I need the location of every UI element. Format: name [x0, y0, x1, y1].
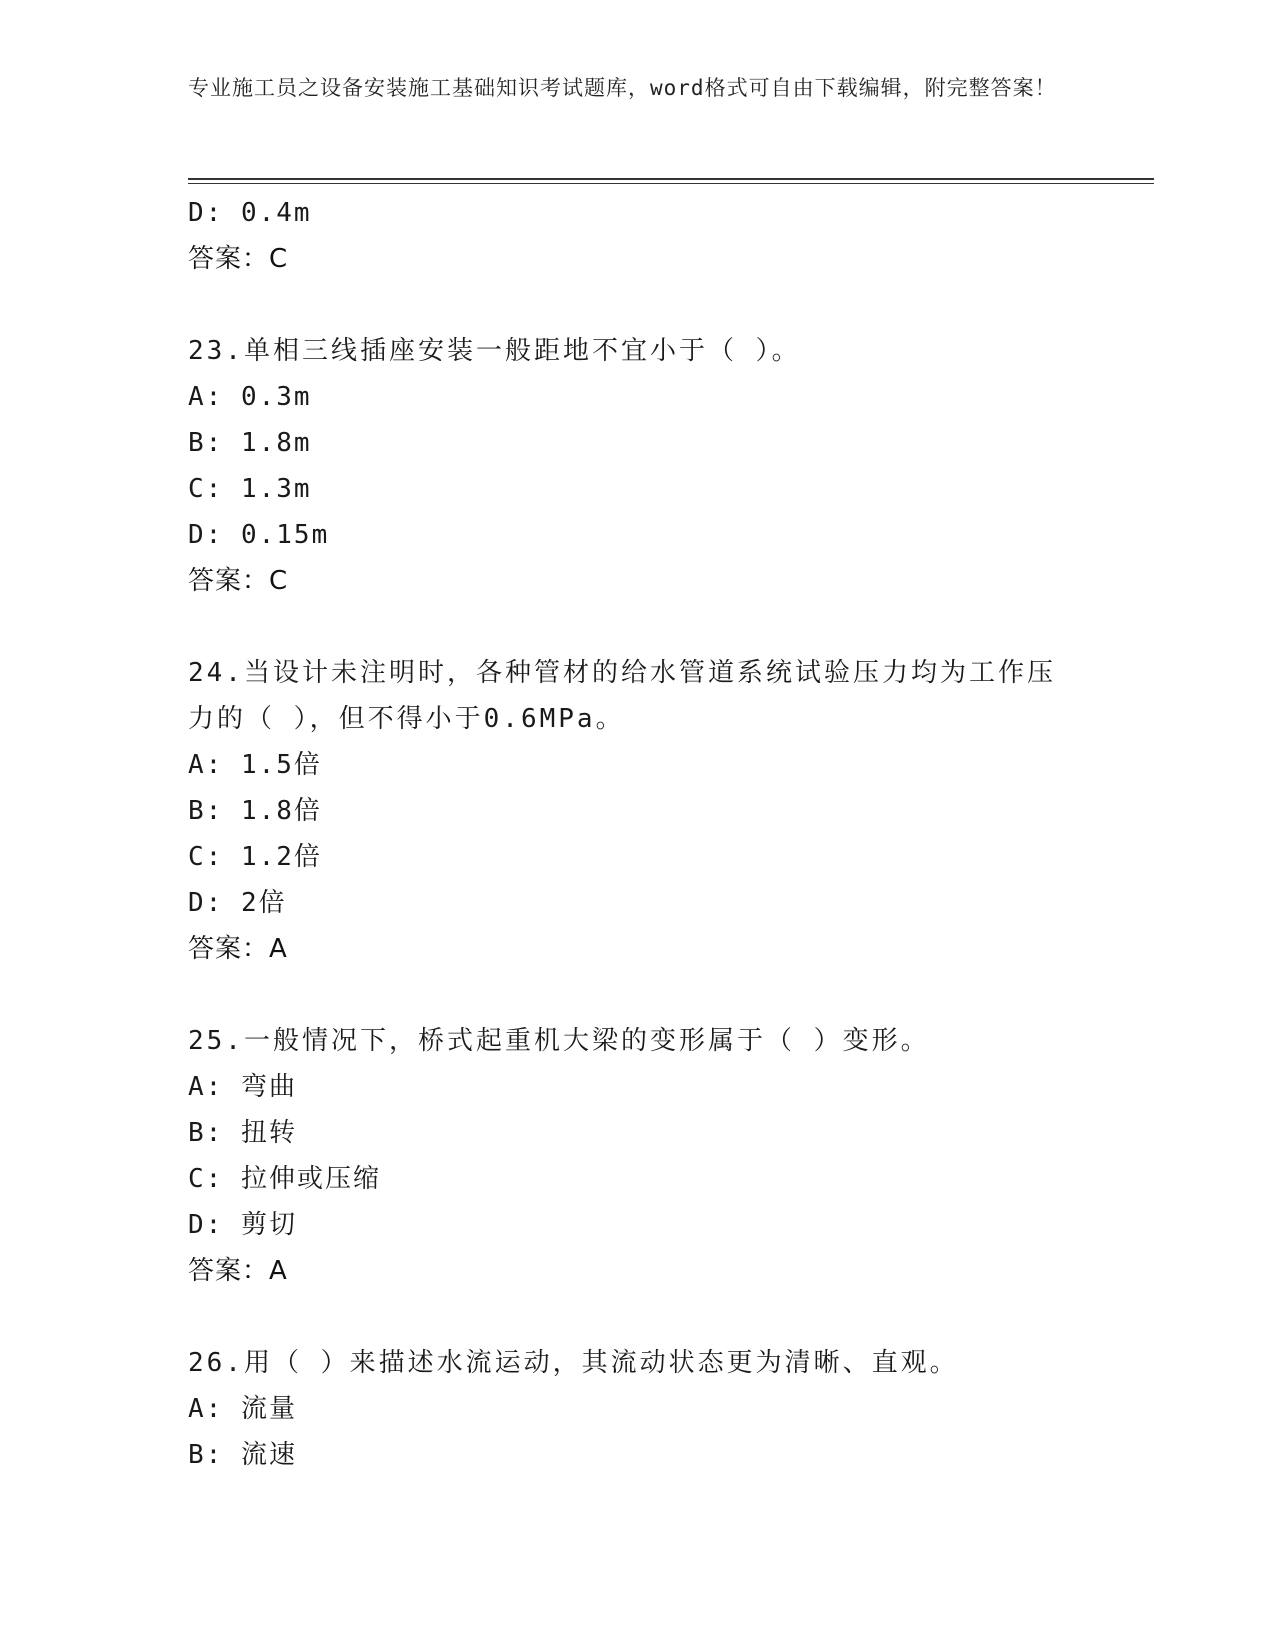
question-23: [188, 328, 1088, 604]
option-b: B: 流速: [188, 1440, 297, 1470]
option-b: B: 1.8m: [188, 428, 312, 458]
option-d: D: 0.4m: [188, 198, 312, 228]
option-b: B: 扭转: [188, 1118, 297, 1148]
option-c: C: 1.3m: [188, 474, 312, 504]
option-d: D: 2倍: [188, 888, 287, 918]
answer-line: 答案：C: [188, 566, 289, 596]
answer-line: 答案：A: [188, 934, 288, 964]
option-c: C: 1.2倍: [188, 842, 322, 872]
document-header: 专业施工员之设备安装施工基础知识考试题库，word格式可自由下载编辑，附完整答案！: [188, 76, 1057, 100]
option-a: A: 0.3m: [188, 382, 312, 412]
option-a: A: 流量: [188, 1394, 297, 1424]
question-stem: 26.用（ ）来描述水流运动，其流动状态更为清晰、直观。: [188, 1348, 959, 1378]
option-d: D: 剪切: [188, 1210, 297, 1240]
question-24: [188, 650, 1088, 972]
header-divider-thin: [188, 183, 1154, 184]
question-stem: 25.一般情况下，桥式起重机大梁的变形属于（ ）变形。: [188, 1026, 930, 1056]
header-divider-thick: [188, 178, 1154, 180]
option-a: A: 弯曲: [188, 1072, 297, 1102]
option-a: A: 1.5倍: [188, 750, 322, 780]
option-b: B: 1.8倍: [188, 796, 322, 826]
answer-line: 答案：C: [188, 244, 289, 274]
question-26: [188, 1340, 1088, 1478]
answer-line: 答案：A: [188, 1256, 288, 1286]
question-list: [188, 190, 1088, 1478]
option-d: D: 0.15m: [188, 520, 330, 550]
question-stem: 23.单相三线插座安装一般距地不宜小于（ ）。: [188, 336, 801, 366]
question-stem: 24.当设计未注明时，各种管材的给水管道系统试验压力均为工作压力的（ ），但不得小于0.6MPa。: [188, 658, 1056, 734]
option-c: C: 拉伸或压缩: [188, 1164, 381, 1194]
question-25: [188, 1018, 1088, 1294]
